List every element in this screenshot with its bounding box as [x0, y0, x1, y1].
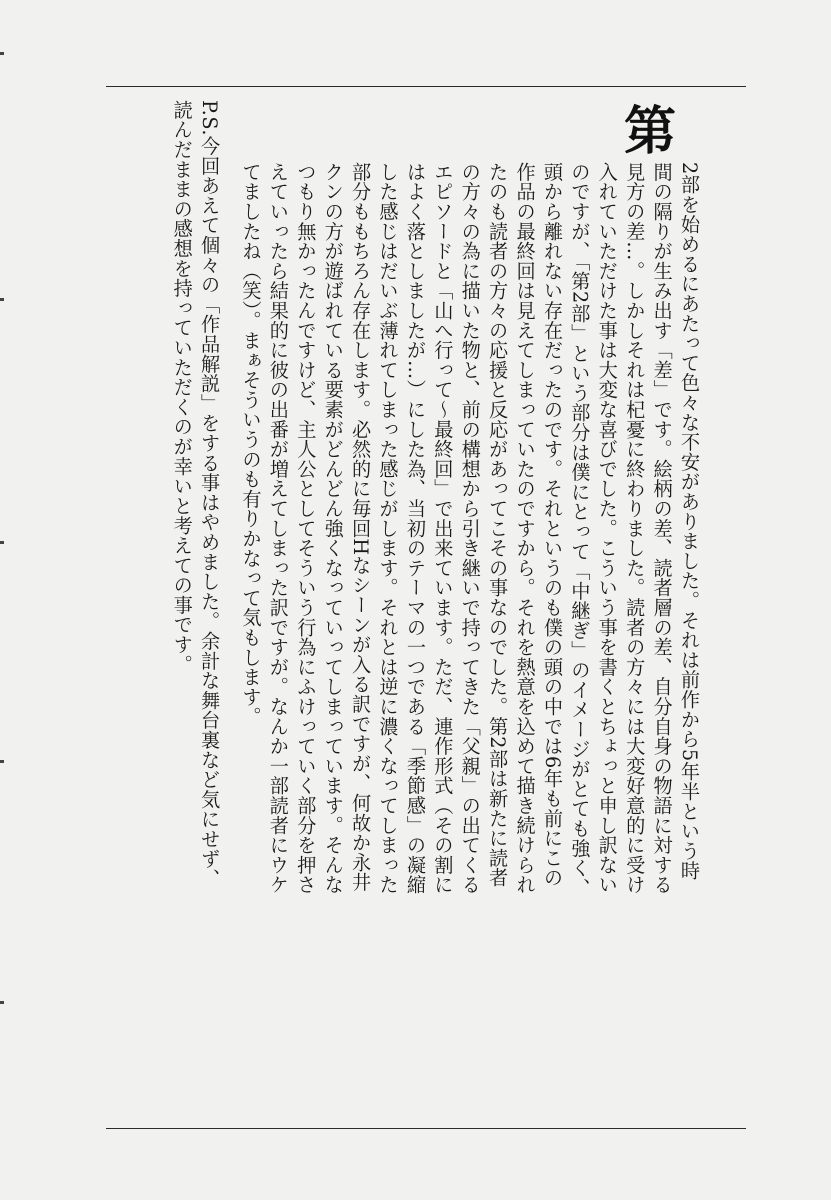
binding-mark — [0, 52, 4, 55]
binding-mark — [0, 760, 4, 763]
binding-mark — [0, 298, 4, 301]
heading-character: 第 — [623, 102, 676, 162]
binding-mark — [0, 1001, 4, 1004]
afterword-text — [168, 100, 703, 900]
bottom-rule — [106, 1128, 746, 1129]
main-paragraph: 2部を始めるにあたって色々な不安がありました。それは前作から5年半という時間の隔りが生み出す「差」です。絵柄の差、読者層の差、自分自身の物語に対する見方の差…。しかしそれは杞憂に終わりました。読者の方々には大変好意的に受け入れていただけた事は大変な喜びでした。こういう事を書くとちょっと申し訳ないのですが、「第2部」という部分は僕にとって「中継ぎ」のイメージがとても強く、頭から離れない存在だったのです。それというのも僕の頭の中では6年も前にこの作品の最終回は見えてしまっていたのですから。それを熱意を込めて描き続けられたのも読者の方々の応援と反応があってこその事なのでした。第2部は新たに読者の方々の為に描いた物と、前の構想から引き継いで持ってきた「父親」の出てくるエピソードと「山へ行って〜最終回」で出来ています。ただ、連作形式（その割にはよく落としましたが…）にした為、当初のテーマの一つである「季節感」の凝縮した感じはだいぶ薄れてしまった感じがします。それとは逆に濃くなってしまった部分ももちろん存在します。必然的に毎回Hなシーンが入る訳ですが、何故か永井クンの方が遊ばれている要素がどんどん強くなっていってしまっています。そんなつもり無かったんですけど、主人公としてそういう行為にふけっていく部分を押さえていったら結果的に彼の出番が増えてしまった訳ですが。なんか一部読者にウケてましたね（笑）。まぁそういうのも有りかなって気もします。 — [239, 162, 701, 898]
binding-mark — [0, 541, 4, 544]
top-rule — [106, 86, 746, 87]
postscript-paragraph: P.S.今回あえて個々の「作品解説」をする事はやめました。余計な舞台裏など気にせず、読んだままの感想を持っていただくのが幸いと考えての事です。 — [170, 100, 222, 889]
